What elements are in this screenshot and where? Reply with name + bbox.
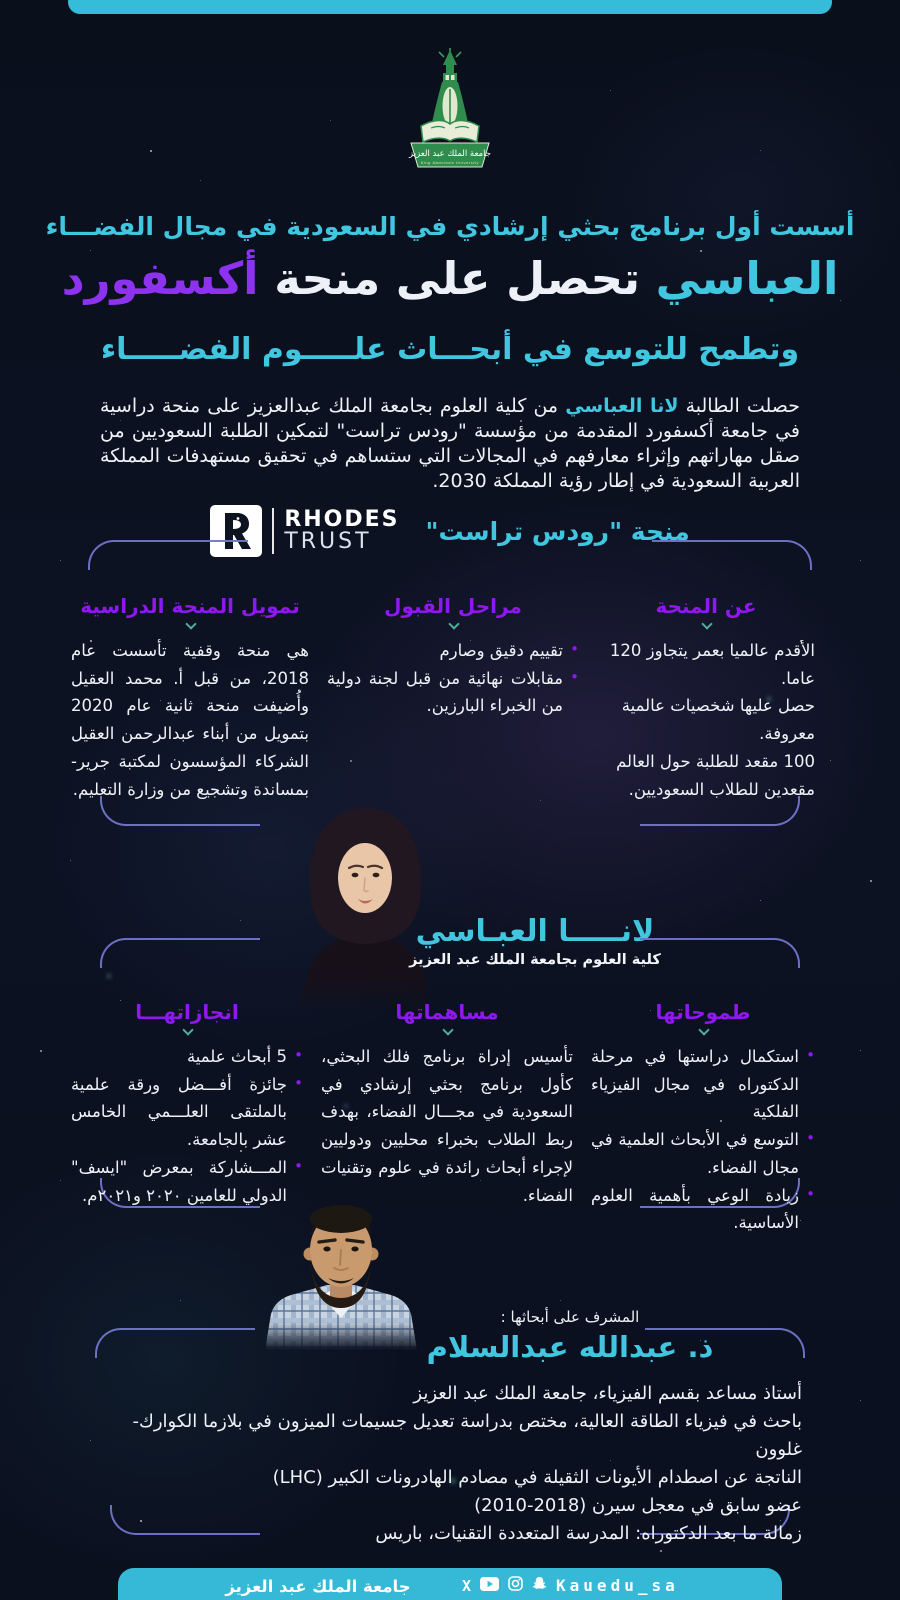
list-item: • مقابلات نهائية من قبل لجنة دولية من الخبراء البارزين. bbox=[327, 665, 579, 720]
decorative-bracket bbox=[100, 938, 260, 968]
intro-post: من كلية العلوم بجامعة الملك عبدالعزيز على منحة دراسية في جامعة أكسفورد المقدمة من مؤسسة "رودس تراست" لتمكين الطلبة السعوديين من صقل مهاراتهم وإثراء معارفهم في المجالات التي ستساهم في تحقيق مستهدفات المملكة العربية السعودية في إطار رؤية المملكة 2030. bbox=[100, 395, 800, 492]
about-line: مقعدين للطلاب السعوديين. bbox=[628, 779, 815, 799]
supervisor-name: ذ. عبدالله عبدالسلام bbox=[426, 1330, 714, 1364]
list-item: • التوسع في الأبحاث العلمية في مجال الفضاء. bbox=[591, 1126, 815, 1181]
bio-line: أستاذ مساعد بقسم الفيزياء، جامعة الملك عبد العزيز bbox=[413, 1383, 802, 1404]
about-line: 100 مقعد للطلبة حول العالم bbox=[616, 751, 815, 771]
column-title: مراحل القبول bbox=[384, 594, 522, 618]
headline-top: أسست أول برنامج بحثي إرشادي في السعودية في مجال الفضـــاء bbox=[45, 212, 855, 241]
decorative-bracket bbox=[95, 1328, 255, 1358]
lana-name: لانـــــا العبـاسي bbox=[415, 914, 655, 949]
kau-logo bbox=[383, 46, 517, 170]
x-twitter-icon[interactable]: X bbox=[462, 1576, 472, 1595]
column-achievements bbox=[71, 1000, 303, 1209]
decorative-bracket bbox=[88, 540, 248, 570]
chevron-down-icon bbox=[449, 620, 458, 629]
column-title: انجازاتهـــا bbox=[135, 1000, 239, 1024]
rhodes-section-title: منحة "رودس تراست" bbox=[425, 516, 690, 546]
list-item: • زيادة الوعي بأهمية العلوم الأساسية. bbox=[591, 1182, 815, 1237]
youtube-icon[interactable] bbox=[480, 1576, 499, 1595]
footer-university-name: جامعة الملك عبد العزيز bbox=[225, 1577, 411, 1596]
column-about-grant bbox=[597, 594, 815, 803]
kau-logo-banner-text: جامعة الملك عبد العزيز bbox=[409, 149, 491, 159]
top-accent-bar bbox=[68, 0, 832, 14]
bio-line: زمالة ما بعد الدكتوراه: المدرسة المتعددة التقنيات، باريس bbox=[375, 1523, 802, 1544]
list-item: • المـــشاركة بمعرض "ايسف" الدولي للعامين ٢٠٢٠ و٢٠٢١م. bbox=[71, 1154, 303, 1209]
chevron-down-icon bbox=[443, 1026, 452, 1035]
decorative-bracket bbox=[640, 938, 800, 968]
instagram-icon[interactable] bbox=[508, 1576, 523, 1595]
column-contributions bbox=[321, 1000, 573, 1209]
about-line: حصل عليها شخصيات عالمية معروفة. bbox=[621, 696, 815, 744]
headline-sub: وتطمح للتوسع في أبحـــاث علـــــوم الفضـــــاء bbox=[100, 332, 800, 367]
rhodes-wordmark: RHODES bbox=[284, 506, 400, 532]
kau-logo-graphic bbox=[383, 46, 517, 170]
intro-pre: حصلت الطالبة bbox=[678, 395, 800, 417]
list-item: • جائزة أفـــضل ورقة علمية بالملتقى العلـــمي الخامس عشر بالجامعة. bbox=[71, 1071, 303, 1154]
footer-social-handle[interactable]: Kauedu_sa bbox=[556, 1576, 679, 1595]
headline-main bbox=[0, 252, 900, 305]
starfield-teal-glow bbox=[0, 0, 2, 2]
column-admission-stages bbox=[327, 594, 579, 720]
footer-social-row bbox=[462, 1576, 679, 1595]
bio-line: عضو سابق في معجل سيرن (2018-2010) bbox=[474, 1495, 802, 1516]
column-grant-funding bbox=[71, 594, 309, 803]
column-title: تمويل المنحة الدراسية bbox=[80, 594, 300, 618]
supervisor-label: المشرف على أبحاثها : bbox=[500, 1308, 640, 1326]
bio-line: الناتجة عن اصطدام الأيونات الثقيلة في مصادم الهادرونات الكبير (LHC) bbox=[272, 1467, 802, 1488]
scholarship-columns bbox=[71, 594, 815, 803]
rhodes-header-row bbox=[190, 498, 710, 564]
chevron-down-icon bbox=[186, 620, 195, 629]
column-title: مساهماتها bbox=[395, 1000, 499, 1024]
column-title: طموحاتها bbox=[655, 1000, 751, 1024]
decorative-bracket bbox=[652, 540, 812, 570]
lana-columns bbox=[71, 1000, 815, 1237]
intro-paragraph bbox=[100, 394, 800, 494]
intro-student-name: لانا العباسي bbox=[565, 395, 679, 417]
chevron-down-icon bbox=[699, 1026, 708, 1035]
lana-subtitle: كلية العلوم بجامعة الملك عبد العزيز bbox=[409, 952, 661, 968]
bio-line: باحث في فيزياء الطاقة العالية، مختص بدراسة تعديل جسيمات الميزون في بلازما الكوارك-غلوون bbox=[132, 1411, 802, 1460]
headline-name: العباسي bbox=[655, 252, 839, 305]
supervisor-photo bbox=[255, 1192, 427, 1350]
lana-photo bbox=[283, 800, 448, 1012]
about-line: الأقدم عالميا بعمر يتجاوز 120 عاما. bbox=[609, 641, 815, 688]
contributions-text: تأسيس إدراة برنامج فلك البحثي، كأول برنامج بحثي إرشادي في السعودية في مجـــال الفضاء، بهدف ربط الطلاب بخبراء محليين ودوليين لإجراء أبحاث رائدة في علوم وتقنيات الفضاء. bbox=[321, 1047, 573, 1205]
supervisor-bio bbox=[90, 1380, 802, 1548]
trust-wordmark: TRUST bbox=[284, 529, 372, 554]
column-title: عن المنحة bbox=[655, 594, 757, 618]
list-item: • 5 أبحاث علمية bbox=[71, 1043, 303, 1071]
list-item: • تقييم دقيق وصارم bbox=[327, 637, 579, 665]
column-ambitions bbox=[591, 1000, 815, 1237]
rhodes-logo-divider bbox=[272, 508, 274, 554]
headline-highlight: أكسفورد bbox=[61, 252, 259, 305]
list-item: • استكمال دراستها في مرحلة الدكتوراه في مجال الفيزياء الفلكية bbox=[591, 1043, 815, 1126]
kau-logo-banner-subtext: King Abdulaziz University bbox=[420, 160, 480, 165]
funding-text: هي منحة وقفية تأسست عام 2018، من قبل أ. محمد العقيل وأُضيفت منحة ثانية عام 2020 بتمويل من أبناء عبدالرحمن العقيل الشركاء المؤسسون لمكتبة جرير- بمساندة وتشجيع من وزارة التعليم. bbox=[71, 641, 309, 799]
chevron-down-icon bbox=[183, 1026, 192, 1035]
chevron-down-icon bbox=[702, 620, 711, 629]
headline-middle: تحصل على منحة bbox=[258, 252, 656, 305]
snapchat-icon[interactable] bbox=[532, 1576, 547, 1595]
